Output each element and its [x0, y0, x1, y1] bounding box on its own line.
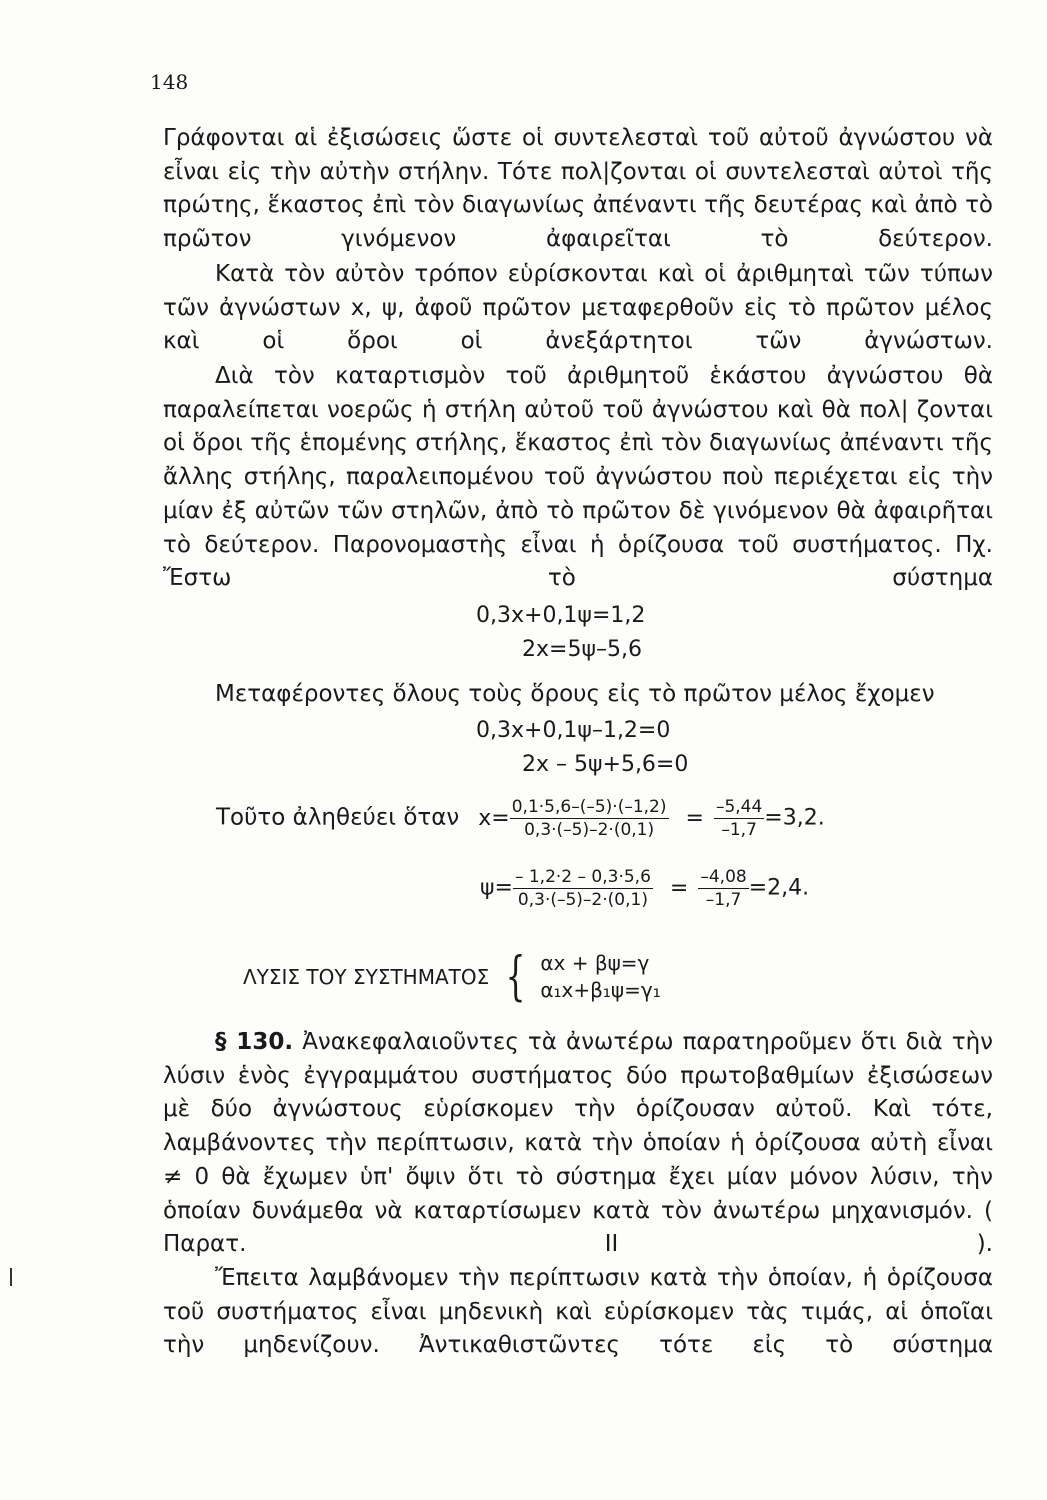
section-number: § 130. [215, 1029, 294, 1055]
solution-x-label: Τοῦτο ἀληθεύει ὅταν [216, 804, 460, 831]
equation-4: 2x – 5ψ+5,6=0 [522, 752, 689, 777]
paragraph-2: Κατὰ τὸν αὐτὸν τρόπον εὑρίσκονται καὶ οἱ ἀριθμηταὶ τῶν τύπων τῶν ἀγνώστων x, ψ, ἀφοῦ πρῶτον μεταφερθοῦν εἰς τὸ πρῶτον μέλος καὶ οἱ ὅροι οἱ ἀνεξάρτητοι τῶν ἀγνώστων. [163, 261, 993, 355]
section-130 [163, 1026, 993, 1262]
solution-y-numerator-2: –4,08 [700, 867, 747, 887]
solution-y-fraction [513, 866, 653, 911]
left-brace-icon: { [505, 947, 526, 1007]
solution-y-denominator-2: –1,7 [698, 888, 748, 911]
solution-x-numerator: 0,1·5,6–(–5)·(–1,2) [511, 797, 667, 817]
solution-x-equals: = [685, 805, 704, 831]
paragraph-1: Γράφονται αἱ ἐξισώσεις ὥστε οἱ συντελεσταὶ τοῦ αὐτοῦ ἀγνώστου νὰ εἶναι εἰς τὴν αὐτὴν στήλην. Τότε πολ|ζονται οἱ συντελεσταὶ αὐτοὶ τῆς πρώτης, ἕκαστος ἐπὶ τὸν διαγωνίως ἀπέναντι τῆς δευτέρας καὶ ἀπὸ τὸ πρῶτον γινόμενον ἀφαιρεῖται τὸ δεύτερον. [163, 125, 993, 253]
section-text: Ἀνακεφαλαιοῦντες τὰ ἀνωτέρω παρατηροῦμεν ὅτι διὰ τὴν λύσιν ἑνὸς ἐγγραμμάτου συστήματος δύο πρωτοβαθμίων ἐξισώσεων μὲ δύο ἀγνώστους εὑρίσκομεν τὴν ὁρίζουσαν αὐτοῦ. Καὶ τότε, λαμβάνοντες τὴν περίπτωσιν, κατὰ τὴν ὁποίαν ἡ ὁρίζουσα αὐτὴ εἶναι ≠ 0 θὰ ἔχωμεν ὑπ' ὄψιν ὅτι τὸ σύστημα ἔχει μίαν μόνον λύσιν, τὴν ὁποίαν δυνάμεθα νὰ καταρτίσωμεν κατὰ τὸν ἀνωτέρω μηχανισμόν. ( Παρατ. II ). [163, 1029, 993, 1258]
paragraph-4: Μεταφέροντες ὅλους τοὺς ὅρους εἰς τὸ πρῶτον μέλος ἔχομεν [215, 681, 935, 707]
solution-x-numerator-2: –5,44 [715, 797, 763, 817]
margin-mark [10, 1268, 12, 1286]
paragraph-3: Διὰ τὸν καταρτισμὸν τοῦ ἀριθμητοῦ ἑκάστου ἀγνώστου θὰ παραλείπεται νοερῶς ἡ στήλη αὐτοῦ τοῦ ἀγνώστου καὶ θὰ πολ| ζονται οἱ ὅροι τῆς ἑπομένης στήλης, ἕκαστος ἐπὶ τὸν διαγωνίως ἀπέναντι τῆς ἄλλης στήλης, παραλειπομένου τοῦ ἀγνώστου ποὺ περιέχεται εἰς τὴν μίαν ἐξ αὐτῶν τῶν στηλῶν, ἀπὸ τὸ πρῶτον δὲ γινόμενον θὰ ἀφαιρῆται τὸ δεύτερον. Παρονομαστὴς εἶναι ἡ ὁρίζουσα τοῦ συστήματος. Πχ. Ἔστω τὸ σύστημα [163, 363, 993, 592]
solution-x-var: x= [478, 805, 510, 831]
page-number: 148 [150, 70, 189, 94]
system-line-1: αx + βψ=γ [540, 951, 650, 975]
paragraph-6: Ἔπειτα λαμβάνομεν τὴν περίπτωσιν κατὰ τὴν ὁποίαν, ἡ ὁρίζουσα τοῦ συστήματος εἶναι μηδενικὴ καὶ εὑρίσκομεν τὰς τιμάς, αἱ ὁποῖαι τὴν μηδενίζουν. Ἀντικαθιστῶντες τότε εἰς τὸ σύστημα [163, 1265, 993, 1359]
solution-x-fraction-2 [714, 796, 764, 841]
system-line-2: α₁x+β₁ψ=γ₁ [540, 978, 661, 1002]
solution-y-var: ψ= [480, 875, 513, 901]
solution-x-result: =3,2. [764, 805, 825, 831]
equation-2: 2x=5ψ–5,6 [522, 637, 642, 662]
solution-y-equals: = [669, 875, 689, 901]
system-label: ΛΥΣΙΣ ΤΟΥ ΣΥΣΤΗΜΑΤΟΣ [243, 965, 490, 989]
solution-x-fraction [510, 796, 669, 841]
system-lines [540, 950, 660, 1004]
solution-x-denominator: 0,3·(–5)–2·(0,1) [510, 818, 669, 841]
solution-x [216, 796, 825, 841]
solution-x-denominator-2: –1,7 [714, 818, 764, 841]
solution-y-numerator: – 1,2·2 – 0,3·5,6 [514, 867, 651, 887]
solution-y-fraction-2 [698, 866, 748, 911]
solution-y [480, 866, 809, 911]
equation-1: 0,3x+0,1ψ=1,2 [476, 603, 646, 628]
solution-y-denominator: 0,3·(–5)–2·(0,1) [513, 888, 653, 911]
solution-y-result: =2,4. [748, 875, 810, 901]
system-of-equations [243, 947, 661, 1007]
equation-3: 0,3x+0,1ψ–1,2=0 [476, 718, 671, 743]
